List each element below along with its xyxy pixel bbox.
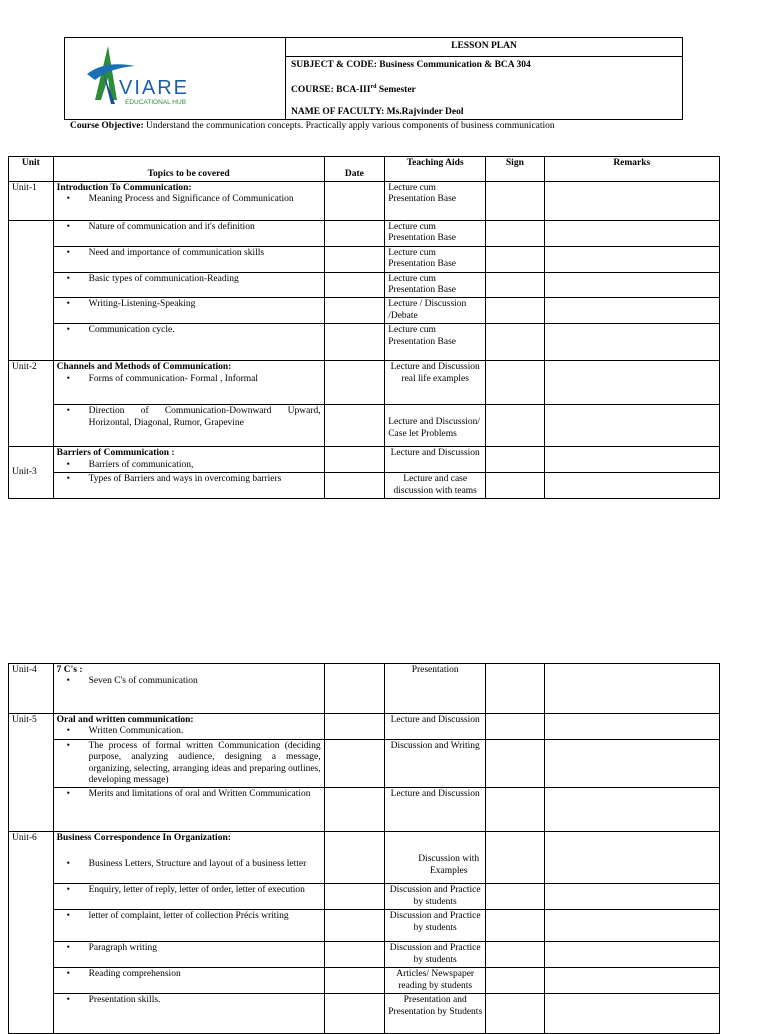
table-row — [9, 361, 720, 405]
topic-text: Merits and limitations of oral and Written Communication — [88, 789, 311, 800]
list-item — [57, 274, 321, 285]
topic-cell — [53, 884, 324, 910]
aid-cell: Lecture and Discussion — [385, 714, 486, 740]
remarks-cell — [544, 246, 719, 272]
remarks-cell — [544, 324, 719, 361]
table-row — [9, 473, 720, 499]
topic-cell — [53, 246, 324, 272]
faculty-line: NAME OF FACULTY: Ms.Rajvinder Deol — [291, 107, 464, 117]
unit-heading: 7 C's : — [56, 665, 83, 675]
remarks-cell — [544, 473, 719, 499]
remarks-cell — [544, 968, 719, 994]
sign-cell — [486, 272, 544, 298]
bullet-glyph: • — [66, 943, 70, 954]
list-item — [57, 194, 321, 205]
bullet-glyph: • — [66, 676, 70, 687]
list-item — [57, 885, 321, 896]
bullet-glyph: • — [66, 789, 70, 800]
unit-cell: Unit-1 — [9, 182, 54, 221]
aid-cell: Lecture cum Presentation Base — [385, 182, 486, 221]
topic-text: Business Letters, Structure and layout of a business letter — [88, 858, 307, 869]
table-row — [9, 739, 720, 788]
bullet-glyph: • — [66, 969, 70, 980]
topic-cell — [53, 714, 324, 740]
aid-cell: Lecture cum Presentation Base — [385, 324, 486, 361]
header-box — [64, 37, 683, 120]
date-cell — [324, 298, 385, 324]
topic-cell — [53, 788, 324, 832]
remarks-cell — [544, 739, 719, 788]
list-item — [57, 969, 321, 980]
date-cell — [324, 910, 385, 942]
remarks-cell — [544, 664, 719, 714]
sign-cell — [486, 473, 544, 499]
list-item — [57, 859, 321, 870]
list-item — [57, 911, 321, 922]
unit-cell: Unit-5 — [9, 714, 54, 832]
date-cell — [324, 473, 385, 499]
aid-cell: Lecture / Discussion /Debate — [385, 298, 486, 324]
table-row — [9, 968, 720, 994]
topic-text: Enquiry, letter of reply, letter of order, letter of execution — [88, 885, 305, 896]
sign-cell — [486, 324, 544, 361]
sign-cell — [486, 361, 544, 405]
col-aids: Teaching Aids — [385, 157, 486, 182]
date-cell — [324, 324, 385, 361]
table-row — [9, 884, 720, 910]
bullet-glyph: • — [66, 911, 70, 922]
topic-cell — [53, 968, 324, 994]
col-sign: Sign — [486, 157, 544, 182]
topic-text: Types of Barriers and ways in overcoming barriers — [88, 474, 282, 485]
aid-cell: Lecture and case discussion with teams — [385, 473, 486, 499]
topic-text: The process of formal written Communication (deciding purpose, analyzing audience, designing a message, organizing, selecting, arranging ideas and preparing outlines, developing message) — [88, 740, 321, 785]
remarks-cell — [544, 788, 719, 832]
sign-cell — [486, 910, 544, 942]
aid-cell: Lecture and Discussion — [385, 788, 486, 832]
topic-cell — [53, 361, 324, 405]
list-item — [57, 248, 321, 259]
table-row — [9, 832, 720, 884]
sign-cell — [486, 968, 544, 994]
lesson-table-1 — [8, 156, 720, 499]
topic-text: Basic types of communication-Reading — [88, 273, 239, 284]
bullet-glyph: • — [66, 406, 70, 417]
bullet-glyph: • — [66, 194, 70, 205]
bullet-glyph: • — [66, 726, 70, 737]
bullet-glyph: • — [66, 247, 70, 258]
topic-cell — [53, 473, 324, 499]
bullet-glyph: • — [66, 299, 70, 310]
list-item — [57, 789, 321, 800]
bullet-glyph: • — [66, 373, 70, 384]
remarks-cell — [544, 221, 719, 247]
col-unit: Unit — [9, 157, 54, 182]
topic-cell — [53, 910, 324, 942]
header-info — [286, 38, 682, 119]
topic-cell — [53, 739, 324, 788]
aid-cell: Discussion and Writing — [385, 739, 486, 788]
course-prefix: COURSE: BCA-III — [291, 85, 371, 96]
topic-cell — [53, 942, 324, 968]
list-item — [57, 741, 321, 787]
lesson-table-2 — [8, 663, 720, 1034]
logo-main-text: VIARE — [119, 77, 190, 99]
remarks-cell — [544, 182, 719, 221]
remarks-cell — [544, 447, 719, 473]
topic-text: letter of complaint, letter of collection Précis writing — [88, 911, 289, 922]
table-row — [9, 788, 720, 832]
lesson-plan-title: LESSON PLAN — [286, 38, 682, 57]
list-item — [57, 406, 321, 429]
topic-text: Direction of Communication-Downward Upward, Horizontal, Diagonal, Rumor, Grapevine — [88, 406, 321, 428]
unit-cell: Unit-4 — [9, 664, 54, 714]
viare-logo-icon — [65, 38, 286, 120]
sign-cell — [486, 714, 544, 740]
bullet-glyph: • — [66, 325, 70, 336]
bullet-glyph: • — [66, 474, 70, 485]
aid-cell: Lecture and Discussion/ Case let Problems — [385, 405, 486, 447]
bullet-glyph: • — [66, 222, 70, 232]
remarks-cell — [544, 272, 719, 298]
unit-heading: Barriers of Communication : — [56, 448, 175, 459]
table-row — [9, 221, 720, 247]
date-cell — [324, 361, 385, 405]
date-cell — [324, 832, 385, 884]
col-topics: Topics to be covered — [53, 157, 324, 182]
aid-cell: Presentation and Presentation by Students — [385, 994, 486, 1034]
col-date: Date — [324, 157, 385, 182]
remarks-cell — [544, 942, 719, 968]
list-item — [57, 943, 321, 954]
topic-text: Seven C's of communication — [88, 676, 198, 687]
topic-text: Need and importance of communication skills — [88, 247, 265, 258]
topic-text: Presentation skills. — [88, 995, 161, 1006]
table-row — [9, 182, 720, 221]
sign-cell — [486, 664, 544, 714]
logo-sub-text: EDUCATIONAL HUB — [125, 99, 187, 106]
aid-cell: Discussion with Examples — [385, 832, 486, 884]
remarks-cell — [544, 361, 719, 405]
sign-cell — [486, 788, 544, 832]
course-sup: rd — [370, 84, 377, 90]
remarks-cell — [544, 298, 719, 324]
aid-cell: Articles/ Newspaper reading by students — [385, 968, 486, 994]
date-cell — [324, 739, 385, 788]
topic-text: Reading comprehension — [88, 969, 181, 980]
table-row — [9, 324, 720, 361]
date-cell — [324, 884, 385, 910]
topic-text: Paragraph writing — [88, 943, 157, 954]
sign-cell — [486, 405, 544, 447]
table-header-row — [9, 157, 720, 182]
subject-line: SUBJECT & CODE: Business Communication & BCA 304 — [291, 60, 531, 70]
topic-cell — [53, 664, 324, 714]
topic-cell — [53, 324, 324, 361]
bullet-glyph: • — [66, 858, 70, 869]
date-cell — [324, 246, 385, 272]
topic-text: Nature of communication and it's definition — [88, 222, 255, 232]
course-objective — [70, 121, 555, 132]
table-row — [9, 664, 720, 714]
topic-text: Writing-Listening-Speaking — [88, 299, 196, 310]
table-row — [9, 272, 720, 298]
date-cell — [324, 447, 385, 473]
col-remarks: Remarks — [544, 157, 719, 182]
bullet-glyph: • — [66, 740, 70, 751]
list-item — [57, 474, 321, 485]
topic-cell — [53, 447, 324, 473]
bullet-glyph: • — [66, 885, 70, 896]
topic-cell — [53, 272, 324, 298]
remarks-cell — [544, 714, 719, 740]
aid-cell: Lecture cum Presentation Base — [385, 272, 486, 298]
table-row — [9, 405, 720, 447]
table-row — [9, 246, 720, 272]
date-cell — [324, 272, 385, 298]
sign-cell — [486, 739, 544, 788]
topic-cell — [53, 994, 324, 1034]
aid-cell: Presentation — [385, 664, 486, 714]
topic-cell — [53, 182, 324, 221]
sign-cell — [486, 298, 544, 324]
course-line — [291, 84, 416, 97]
remarks-cell — [544, 884, 719, 910]
unit-cell: Unit-3 — [9, 447, 54, 499]
aid-cell: Lecture cum Presentation Base — [385, 246, 486, 272]
aid-cell: Discussion and Practice by students — [385, 884, 486, 910]
topic-cell — [53, 405, 324, 447]
aid-cell: Lecture cum Presentation Base — [385, 221, 486, 247]
date-cell — [324, 221, 385, 247]
list-item — [57, 222, 321, 233]
remarks-cell — [544, 994, 719, 1034]
unit-heading: Introduction To Communication: — [56, 183, 192, 193]
date-cell — [324, 788, 385, 832]
table-row — [9, 447, 720, 473]
bullet-glyph: • — [66, 459, 70, 470]
topic-cell — [53, 221, 324, 247]
sign-cell — [486, 221, 544, 247]
list-item — [57, 726, 321, 737]
date-cell — [324, 405, 385, 447]
sign-cell — [486, 942, 544, 968]
topic-text: Meaning Process and Significance of Communication — [88, 194, 294, 205]
sign-cell — [486, 832, 544, 884]
aid-cell: Lecture and Discussion — [385, 447, 486, 473]
date-cell — [324, 968, 385, 994]
list-item — [57, 460, 321, 471]
aid-cell: Discussion and Practice by students — [385, 942, 486, 968]
remarks-cell — [544, 910, 719, 942]
sign-cell — [486, 182, 544, 221]
list-item — [57, 325, 321, 336]
course-suffix: Semester — [376, 85, 416, 96]
date-cell — [324, 182, 385, 221]
sign-cell — [486, 246, 544, 272]
table-row — [9, 910, 720, 942]
date-cell — [324, 942, 385, 968]
list-item — [57, 676, 321, 687]
table-row — [9, 942, 720, 968]
sign-cell — [486, 447, 544, 473]
unit-heading: Business Correspondence In Organization: — [56, 833, 231, 844]
topic-cell — [53, 298, 324, 324]
aid-cell: Lecture and Discussion real life examples — [385, 361, 486, 405]
topic-cell — [53, 832, 324, 884]
table-row — [9, 298, 720, 324]
sign-cell — [486, 884, 544, 910]
date-cell — [324, 714, 385, 740]
topic-text: Written Communication. — [88, 726, 184, 737]
date-cell — [324, 994, 385, 1034]
date-cell — [324, 664, 385, 714]
unit-heading: Oral and written communication: — [56, 715, 194, 725]
list-item — [57, 995, 321, 1006]
remarks-cell — [544, 832, 719, 884]
topic-text: Forms of communication- Formal , Informal — [88, 373, 259, 384]
aid-cell: Discussion and Practice by students — [385, 910, 486, 942]
table-row — [9, 994, 720, 1034]
objective-label: Course Objective: — [70, 121, 144, 131]
unit-cell — [9, 221, 54, 361]
bullet-glyph: • — [66, 995, 70, 1006]
logo — [65, 38, 286, 119]
list-item — [57, 374, 321, 385]
sign-cell — [486, 994, 544, 1034]
unit-cell: Unit-2 — [9, 361, 54, 447]
bullet-glyph: • — [66, 273, 70, 284]
list-item — [57, 299, 321, 310]
remarks-cell — [544, 405, 719, 447]
unit-cell: Unit-6 — [9, 832, 54, 1034]
topic-text: Barriers of communication, — [88, 459, 194, 470]
table-row — [9, 714, 720, 740]
topic-text: Communication cycle. — [88, 325, 175, 336]
objective-text: Understand the communication concepts. Practically apply various components of business communication — [143, 121, 555, 131]
unit-heading: Channels and Methods of Communication: — [56, 362, 232, 373]
